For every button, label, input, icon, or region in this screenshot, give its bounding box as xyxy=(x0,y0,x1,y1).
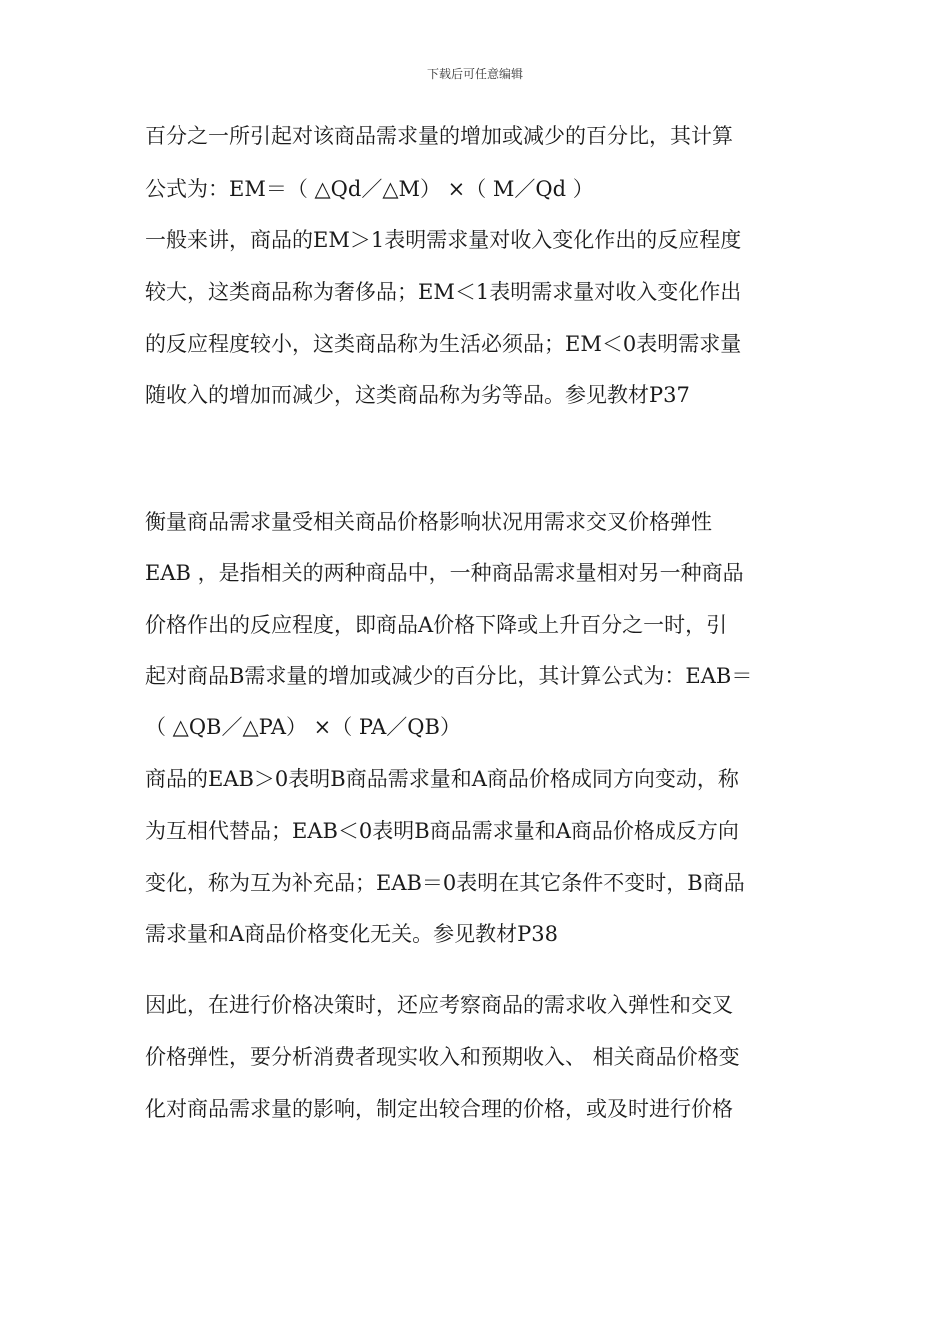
text-line: 需求量和A商品价格变化无关。参见教材P38 xyxy=(145,922,559,946)
text-line: 变化，称为互为补充品；EAB＝0表明在其它条件不变时，B商品 xyxy=(145,871,745,895)
text-line: 的反应程度较小，这类商品称为生活必须品；EM＜0表明需求量 xyxy=(145,332,742,356)
text-line: 随收入的增加而减少，这类商品称为劣等品。参见教材P37 xyxy=(145,383,690,407)
text-line: 百分之一所引起对该商品需求量的增加或减少的百分比，其计算 xyxy=(145,124,733,148)
text-line: 商品的EAB＞0表明B商品需求量和A商品价格成同方向变动，称 xyxy=(145,767,739,791)
text-line: 价格作出的反应程度，即商品A价格下降或上升百分之一时，引 xyxy=(145,613,728,637)
text-line: 为互相代替品；EAB＜0表明B商品需求量和A商品价格成反方向 xyxy=(145,819,739,843)
text-line: 价格弹性，要分析消费者现实收入和预期收入、 相关商品价格变 xyxy=(145,1045,740,1069)
text-line: 起对商品B需求量的增加或减少的百分比，其计算公式为：EAB＝ xyxy=(145,664,753,688)
text-line: （ △QB／△PA） ×（ PA／QB） xyxy=(145,715,461,739)
text-line: 公式为：EM＝（ △Qd／△M） ×（ M／Qd ） xyxy=(145,177,594,201)
page-header: 下载后可任意编辑 xyxy=(426,67,523,81)
text-line: 因此，在进行价格决策时，还应考察商品的需求收入弹性和交叉 xyxy=(145,993,733,1017)
text-line: 一般来讲，商品的EM＞1表明需求量对收入变化作出的反应程度 xyxy=(145,228,742,252)
text-line: EAB ，是指相关的两种商品中，一种商品需求量相对另一种商品 xyxy=(145,561,744,585)
text-line: 衡量商品需求量受相关商品价格影响状况用需求交叉价格弹性 xyxy=(145,510,712,534)
text-line: 化对商品需求量的影响，制定出较合理的价格，或及时进行价格 xyxy=(145,1097,733,1121)
text-line: 较大，这类商品称为奢侈品；EM＜1表明需求量对收入变化作出 xyxy=(145,280,742,304)
